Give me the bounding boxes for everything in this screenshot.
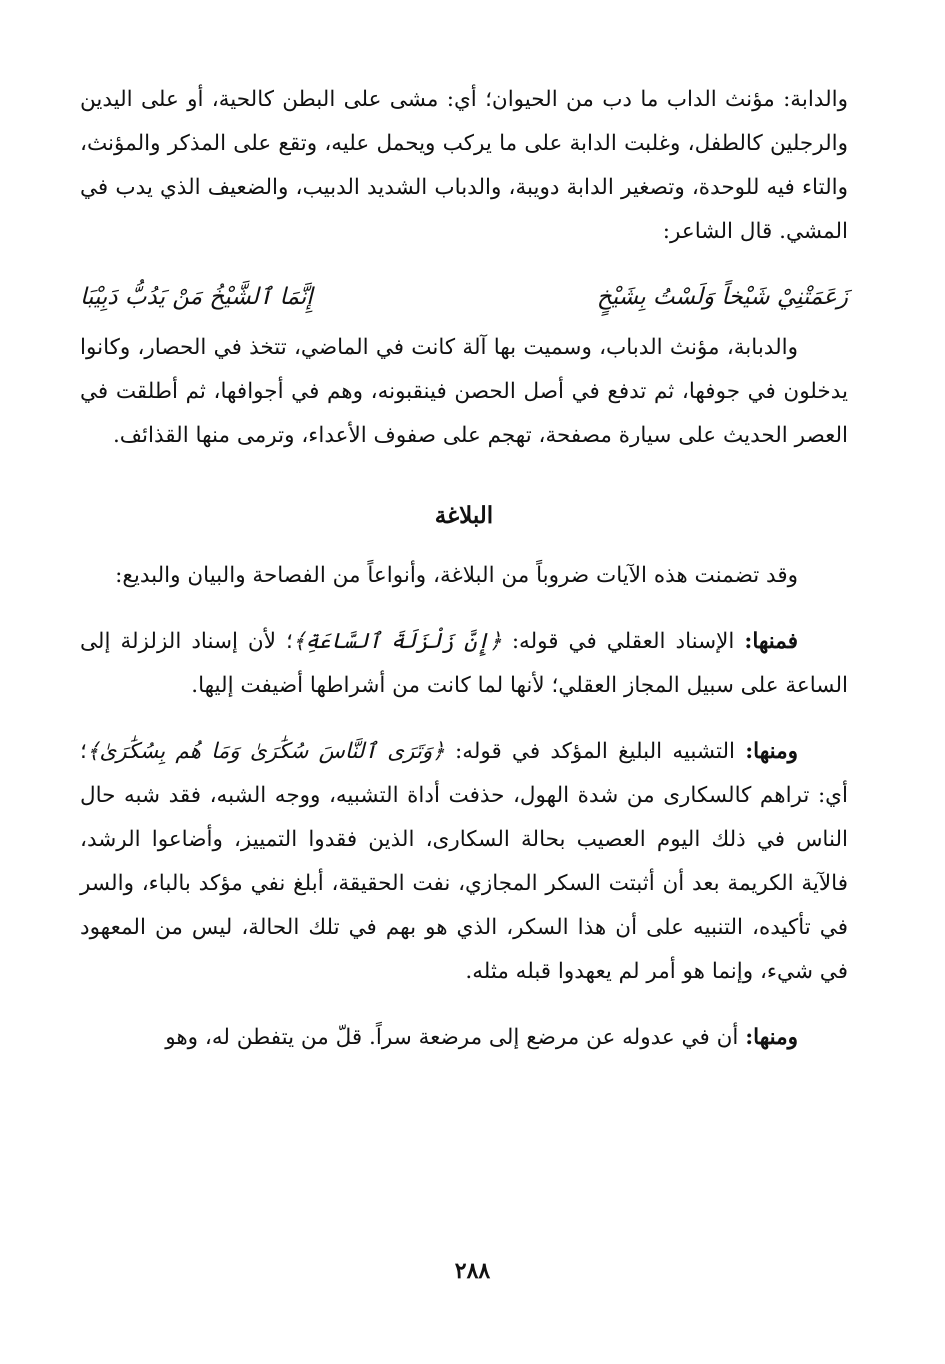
section-heading: البلاغة	[434, 502, 494, 529]
item-lead: فمنها:	[744, 629, 798, 654]
rhetoric-item-3	[80, 1016, 848, 1060]
paragraph-definition-dabba: والدابة: مؤنث الداب ما دب من الحيوان؛ أي: مشى على البطن كالحية، أو على اليدين والرجلين كالطفل، وغلبت الدابة على ما يركب ويحمل عليه، وتقع على المذكر والمؤنث، والتاء فيه للوحدة، وتصغير الدابة دويبة، والدباب الشديد الدبيب، والضعيف الذي يدب في المشي. قال الشاعر:	[80, 87, 848, 244]
verse-first-hemistich: زَعَمَتْنِيْ شَيْخاً وَلَسْتُ بِشَيْخٍ	[596, 284, 848, 310]
section-intro: وقد تضمنت هذه الآيات ضروباً من البلاغة، وأنواعاً من الفصاحة والبيان والبديع:	[115, 563, 798, 588]
item-text: الإسناد العقلي في قوله:	[501, 629, 745, 654]
quran-quote: ﴿إِنَّ زَلْزَلَةَ ٱلسَّاعَةِ﴾	[292, 629, 502, 654]
item-text: ؛ أي: تراهم كالسكارى من شدة الهول، حذفت أداة التشبيه، ووجه الشبه، فقد شبه حال الناس في ذلك اليوم العصيب بحالة السكارى، الذين فقدوا التمييز، وأضاعوا الرشد، فالآية الكريمة بعد أن أثبتت السكر المجازي، نفت الحقيقة، أبلغ نفي مؤكد بالباء، والسر في تأكيده، التنبيه على أن هذا السكر، الذي هو بهم في تلك الحالة، ليس من المعهود في شيء، وإنما هو أمر لم يعهدوا قبله مثله.	[80, 739, 848, 984]
poetry-verse	[80, 274, 848, 320]
verse-second-hemistich: إِنَّمَا ٱلشَّيْخُ مَنْ يَدُبُّ دَبِيْبَا	[80, 284, 313, 310]
item-lead: ومنها:	[745, 1025, 798, 1050]
rhetoric-item-1	[80, 620, 848, 708]
item-text: أن في عدوله عن مرضع إلى مرضعة سراً. قلّ من يتفطن له، وهو	[165, 1025, 746, 1050]
page-body	[80, 78, 848, 1060]
page-number: ٢٨٨	[454, 1258, 491, 1284]
item-text: ؛ لأن إسناد الزلزلة إلى الساعة على سبيل المجاز العقلي؛ لأنها لما كانت من أشراطها أضيفت إليها.	[80, 629, 848, 698]
paragraph-definition-dabbaba: والدبابة، مؤنث الدباب، وسميت بها آلة كانت في الماضي، تتخذ في الحصار، وكانوا يدخلون في جوفها، ثم تدفع في أصل الحصن فينقبونه، وهم في أجوافها، ثم أطلقت في العصر الحديث على سيارة مصفحة، تهجم على صفوف الأعداء، وترمى منها القذائف.	[80, 335, 848, 448]
item-text: التشبيه البليغ المؤكد في قوله:	[444, 739, 746, 764]
quran-quote: ﴿وَتَرَى ٱلنَّاسَ سُكَٰرَىٰ وَمَا هُم بِسُكَٰرَىٰ﴾	[86, 739, 445, 764]
rhetoric-item-2	[80, 730, 848, 994]
item-lead: ومنها:	[745, 739, 798, 764]
